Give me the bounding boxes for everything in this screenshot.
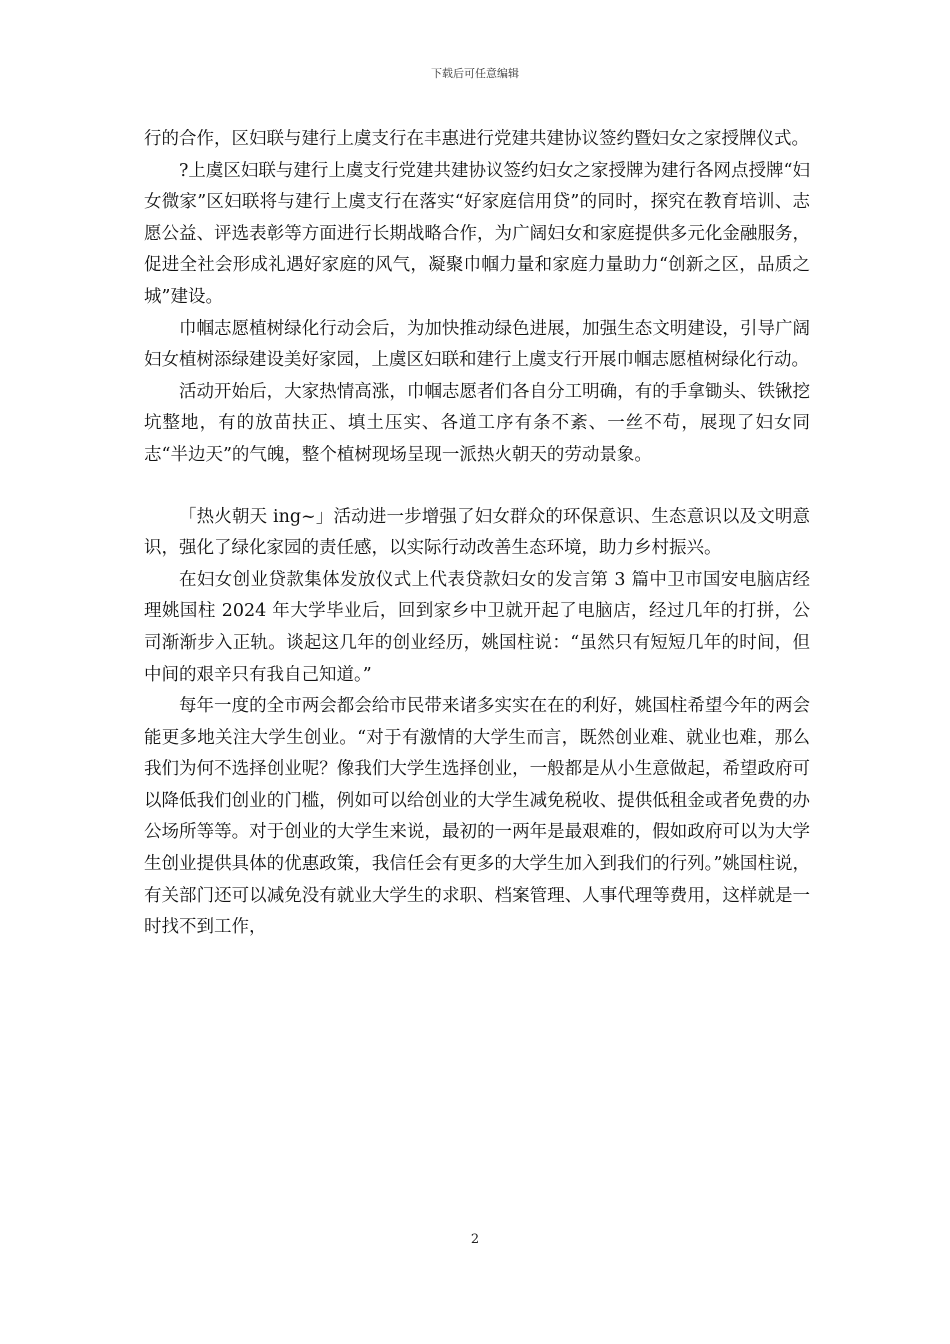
paragraph-gap [144,472,810,502]
paragraph-7: 每年一度的全市两会都会给市民带来诸多实实在在的利好，姚国柱希望今年的两会能更多地关注大学生创业。“对于有激情的大学生而言，既然创业难、就业也难，那么我们为何不选择创业呢？像我们大学生选择创业，一般都是从小生意做起，希望政府可以降低我们创业的门槛，例如可以给创业的大学生减免税收、提供低租金或者免费的办公场所等等。对于创业的大学生来说，最初的一两年是最艰难的，假如政府可以为大学生创业提供具体的优惠政策，我信任会有更多的大学生加入到我们的行列。”姚国柱说，有关部门还可以减免没有就业大学生的求职、档案管理、人事代理等费用，这样就是一时找不到工作， [144,696,810,938]
paragraph-6: 在妇女创业贷款集体发放仪式上代表贷款妇女的发言第 3 篇中卫市国安电脑店经理姚国柱 2024 年大学毕业后，回到家乡中卫就开起了电脑店，经过几年的打拼，公司渐渐步入正轨。谈起这几年的创业经历，姚国柱说：“虽然只有短短几年的时间，但中间的艰辛只有我自己知道。” [144,569,810,685]
paragraph-4: 活动开始后，大家热情高涨，巾帼志愿者们各自分工明确，有的手拿锄头、铁锹挖坑整地，有的放苗扶正、填土压实、各道工序有条不紊、一丝不苟，展现了妇女同志“半边天”的气魄，整个植树现场呈现一派热火朝天的劳动景象。 [144,381,810,465]
paragraph-3: 巾帼志愿植树绿化行动会后，为加快推动绿色进展，加强生态文明建设，引导广阔妇女植树添绿建设美好家园，上虞区妇联和建行上虞支行开展巾帼志愿植树绿化行动。 [144,318,810,371]
paragraph-5: 「热火朝天 ing~」活动进一步增强了妇女群众的环保意识、生态意识以及文明意识，强化了绿化家园的责任感，以实际行动改善生态环境，助力乡村振兴。 [144,506,810,559]
page-number: 2 [470,1232,480,1247]
document-body [144,124,810,944]
paragraph-1: 行的合作，区妇联与建行上虞支行在丰惠进行党建共建协议签约暨妇女之家授牌仪式。 [144,129,809,149]
page-header: 下载后可任意编辑 [431,67,519,80]
paragraph-2: ?上虞区妇联与建行上虞支行党建共建协议签约妇女之家授牌为建行各网点授牌“妇女微家”区妇联将与建行上虞支行在落实“好家庭信用贷”的同时，探究在教育培训、志愿公益、评选表彰等方面进行长期战略合作，为广阔妇女和家庭提供多元化金融服务，促进全社会形成礼遇好家庭的风气，凝聚巾帼力量和家庭力量助力“创新之区，品质之城”建设。 [144,160,810,307]
